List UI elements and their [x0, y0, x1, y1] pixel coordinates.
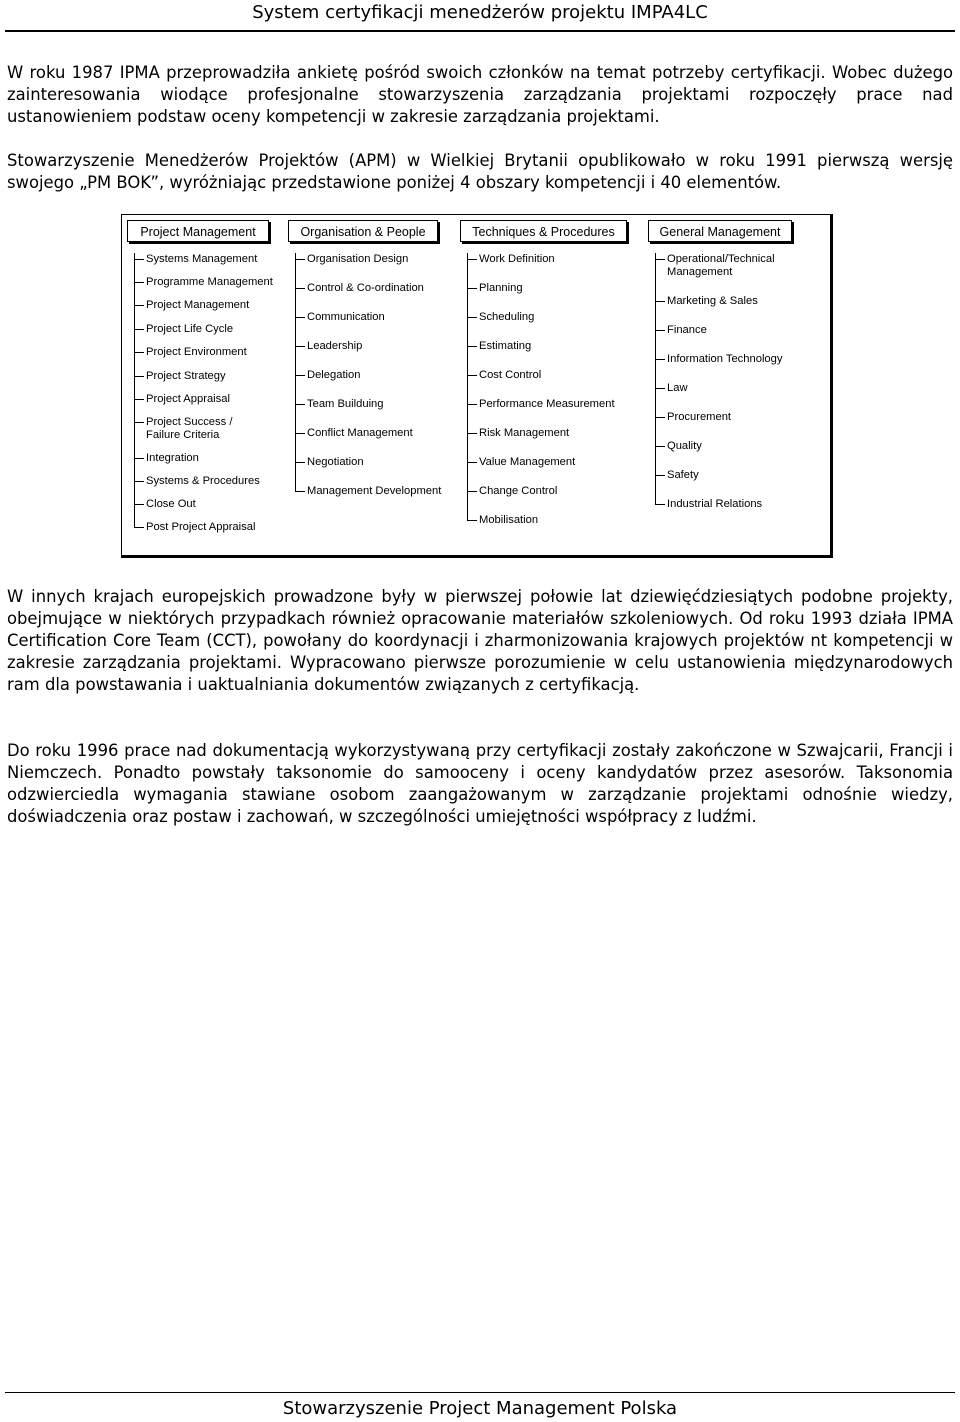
diagram-item [134, 346, 247, 359]
diagram-item-label: Negotiation [307, 456, 364, 468]
tree-trunk [467, 253, 468, 521]
branch-line [134, 282, 144, 283]
diagram-item-label: Post Project Appraisal [146, 521, 256, 533]
branch-line [134, 458, 144, 459]
diagram-item-label: Conflict Management [307, 427, 413, 439]
branch-line [467, 491, 477, 492]
diagram-item [134, 498, 196, 511]
diagram-item-label: Value Management [479, 456, 576, 468]
diagram-item-label: Estimating [479, 340, 532, 352]
diagram-item-label: Control & Co-ordination [307, 282, 424, 294]
competence-diagram [121, 214, 833, 558]
tree-trunk [295, 253, 296, 492]
diagram-item [655, 295, 758, 308]
diagram-item-label: Planning [479, 282, 523, 294]
diagram-item-label: Work Definition [479, 253, 555, 265]
branch-line [134, 527, 144, 528]
diagram-item [295, 340, 362, 353]
diagram-item-label: Law [667, 382, 688, 394]
diagram-item [134, 521, 255, 534]
branch-line [295, 375, 305, 376]
branch-line [295, 404, 305, 405]
branch-line [467, 404, 477, 405]
page-header: System certyfikacji menedżerów projektu IMPA4LC [252, 2, 708, 23]
diagram-item [134, 452, 199, 465]
paragraph-2: Stowarzyszenie Menedżerów Projektów (APM) w Wielkiej Brytanii opublikowało w roku 1991 pierwszą wersję swojego „PM BOK”, wyróżniając przedstawione poniżej 4 obszary kompetencji i 40 elementów. [7, 151, 953, 192]
branch-line [295, 491, 305, 492]
diagram-item [467, 340, 531, 353]
tree-trunk [134, 253, 135, 528]
diagram-item-label: Safety [667, 469, 699, 481]
header-rule [5, 30, 955, 32]
diagram-item [295, 253, 408, 266]
diagram-item [134, 253, 257, 266]
diagram-item-label: Quality [667, 440, 702, 452]
diagram-item [134, 299, 249, 312]
diagram-item-label: Delegation [307, 369, 361, 381]
paragraph-3: W innych krajach europejskich prowadzone były w pierwszej połowie lat dziewięćdziesiątych podobne projekty, obejmujące w niektórych przypadkach również opracowanie materiałów szkoleniowych. Od roku 1993 działa IPMA Certification Core Team (CCT), powołany do koordynacji i zharmonizowania krajowych projektów nt kompetencji w zakresie zarządzania projektami. Wypracowano pierwsze porozumienie w celu ustanowienia międzynarodowych ram dla powstawania i uaktualniania dokumentów związanych z certyfikacją. [7, 587, 953, 694]
diagram-item [655, 324, 707, 337]
diagram-item [655, 440, 702, 453]
diagram-item-label: Project Appraisal [146, 393, 230, 405]
branch-line [295, 462, 305, 463]
diagram-item [295, 369, 361, 382]
diagram-item [295, 311, 385, 324]
branch-line [134, 352, 144, 353]
diagram-item [655, 253, 775, 279]
branch-line [295, 433, 305, 434]
diagram-item [295, 456, 364, 469]
diagram-item [655, 498, 762, 511]
diagram-item [467, 427, 569, 440]
branch-line [467, 346, 477, 347]
branch-line [467, 259, 477, 260]
branch-line [655, 475, 665, 476]
branch-line [467, 462, 477, 463]
diagram-item-label: Cost Control [479, 369, 542, 381]
branch-line [655, 359, 665, 360]
diagram-item [467, 311, 534, 324]
diagram-item [134, 475, 260, 488]
diagram-item [467, 485, 557, 498]
diagram-item [655, 353, 782, 366]
diagram-item-label: Leadership [307, 340, 363, 352]
diagram-item [134, 370, 226, 383]
branch-line [655, 301, 665, 302]
diagram-item-label: Systems Management [146, 253, 258, 265]
branch-line [655, 259, 665, 260]
diagram-item-label: Communication [307, 311, 385, 323]
branch-line [134, 259, 144, 260]
branch-line [134, 481, 144, 482]
diagram-item-label: Mobilisation [479, 514, 539, 526]
diagram-item [655, 469, 699, 482]
diagram-item [467, 514, 538, 527]
paragraph-4: Do roku 1996 prace nad dokumentacją wykorzystywaną przy certyfikacji zostały zakończone w Szwajcarii, Francji i Niemczech. Ponadto powstały taksonomie do samooceny i oceny kandydatów przez asesorów. Taksonomia odzwierciedla wymagania stawiane osobom zaangażowanym w zarządzanie projektami odnośnie wiedzy, doświadczenia oraz postaw i zachowań, w szczególności umiejętności współpracy z ludźmi. [7, 741, 953, 826]
diagram-item [467, 282, 523, 295]
diagram-item [295, 398, 384, 411]
diagram-item [295, 485, 441, 498]
column-header-project-management: Project Management [127, 220, 269, 242]
diagram-item [134, 276, 273, 289]
diagram-item-label: Marketing & Sales [667, 295, 758, 307]
paragraph-1: W roku 1987 IPMA przeprowadziła ankietę pośród swoich członków na temat potrzeby certyfikacji. Wobec dużego zainteresowania wiodące profesjonalne stowarzyszenia zarządzania projektami rozpoczęły prace nad ustanowieniem podstaw oceny kompetencji w zakresie zarządzania projektami. [7, 63, 953, 126]
branch-line [655, 330, 665, 331]
diagram-item-label: Finance [667, 324, 707, 336]
diagram-item-label: Performance Measurement [479, 398, 615, 410]
diagram-item [467, 369, 541, 382]
diagram-item-label: Industrial Relations [667, 498, 763, 510]
column-header-organisation-people: Organisation & People [288, 220, 438, 242]
branch-line [295, 288, 305, 289]
diagram-item-label: Systems & Procedures [146, 475, 260, 487]
diagram-item [134, 393, 230, 406]
branch-line [655, 388, 665, 389]
diagram-item-label: Project Strategy [146, 370, 226, 382]
diagram-item-label: Project Management [146, 299, 250, 311]
branch-line [655, 417, 665, 418]
diagram-item-label: Organisation Design [307, 253, 409, 265]
branch-line [655, 446, 665, 447]
diagram-item [134, 323, 233, 336]
diagram-item [134, 416, 232, 442]
diagram-item-label: Operational/Technical Management [667, 253, 775, 278]
page-footer: Stowarzyszenie Project Management Polska [282, 1398, 678, 1419]
diagram-item-label: Change Control [479, 485, 558, 497]
diagram-item [655, 382, 688, 395]
diagram-item [467, 398, 615, 411]
diagram-item-label: Team Builduing [307, 398, 384, 410]
branch-line [295, 317, 305, 318]
diagram-item-label: Integration [146, 452, 199, 464]
column-header-general-management: General Management [648, 220, 792, 242]
diagram-item-label: Scheduling [479, 311, 535, 323]
footer-rule [5, 1392, 955, 1393]
diagram-item-label: Procurement [667, 411, 732, 423]
diagram-item-label: Project Environment [146, 346, 247, 358]
branch-line [467, 317, 477, 318]
tree-trunk [655, 253, 656, 505]
diagram-item-label: Close Out [146, 498, 196, 510]
diagram-item-label: Project Life Cycle [146, 323, 234, 335]
diagram-item [467, 253, 555, 266]
branch-line [134, 376, 144, 377]
branch-line [134, 422, 144, 423]
diagram-item [295, 427, 413, 440]
branch-line [134, 305, 144, 306]
branch-line [295, 346, 305, 347]
branch-line [134, 504, 144, 505]
diagram-item [655, 411, 731, 424]
branch-line [467, 433, 477, 434]
diagram-item [467, 456, 575, 469]
branch-line [467, 520, 477, 521]
branch-line [134, 329, 144, 330]
branch-line [467, 288, 477, 289]
diagram-item-label: Management Development [307, 485, 442, 497]
branch-line [134, 399, 144, 400]
branch-line [655, 504, 665, 505]
diagram-item [295, 282, 424, 295]
diagram-item-label: Programme Management [146, 276, 273, 288]
diagram-item-label: Project Success / Failure Criteria [146, 416, 233, 441]
branch-line [467, 375, 477, 376]
column-header-techniques-procedures: Techniques & Procedures [460, 220, 627, 242]
branch-line [295, 259, 305, 260]
diagram-item-label: Risk Management [479, 427, 570, 439]
diagram-item-label: Information Technology [667, 353, 783, 365]
